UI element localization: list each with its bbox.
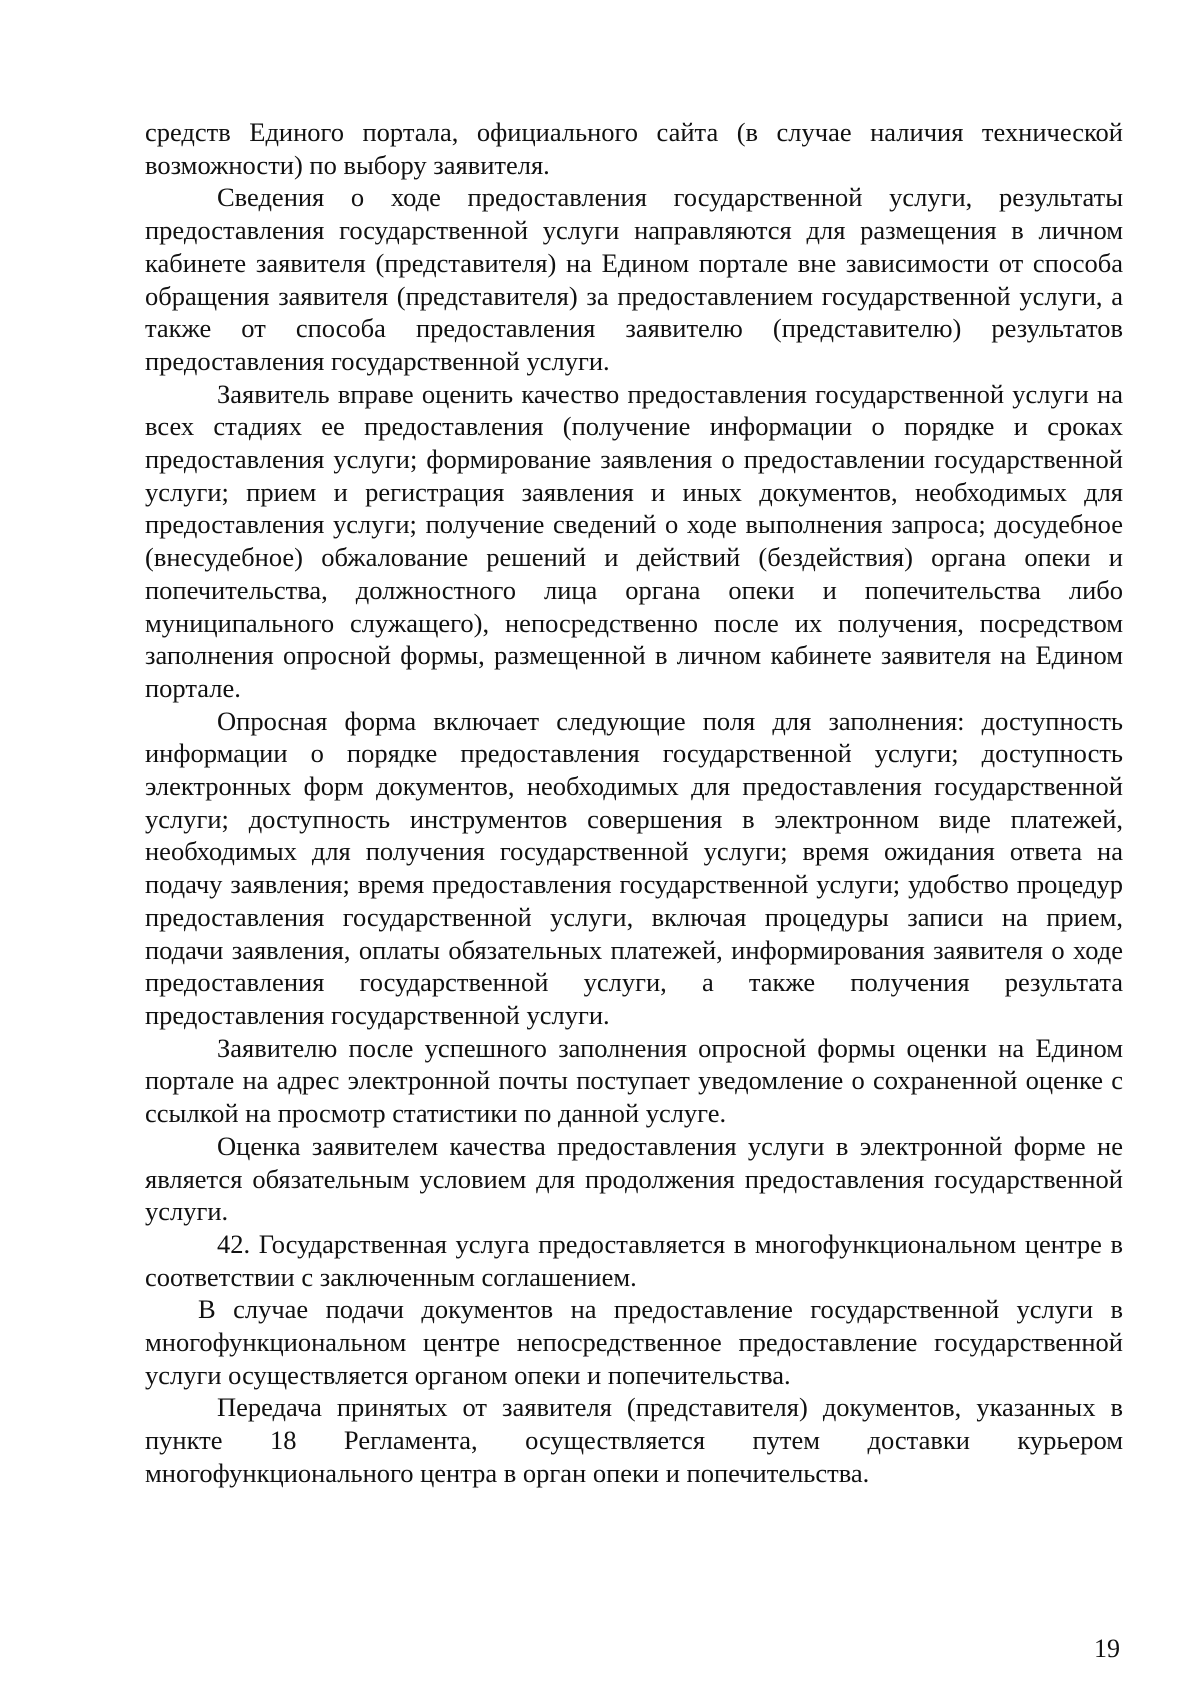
paragraph-optional-assessment: Оценка заявителем качества предоставления услуги в электронной форме не является обязательным условием для продолжения предоставления государственной услуги. (145, 1130, 1123, 1227)
paragraph-quality-assessment: Заявитель вправе оценить качество предоставления государственной услуги на всех стадиях ее предоставления (получение информации о порядке и сроках предоставления услуги; формирование заявления о предоставлении государственной услуги; прием и регистрация заявления и иных документов, необходимых для предоставления услуги; получение сведений о ходе выполнения запроса; досудебное (внесудебное) обжалование решений и действий (бездействия) органа опеки и попечительства, должностного лица органа опеки и попечительства либо муниципального служащего), непосредственно после их получения, посредством заполнения опросной формы, размещенной в личном кабинете заявителя на Едином портале. (145, 378, 1123, 703)
paragraph-mfc-submission: В случае подачи документов на предоставление государственной услуги в многофункциональном центре непосредственное предоставление государственной услуги осуществляется органом опеки и попечительства. (145, 1294, 1123, 1390)
paragraph-document-transfer: Передача принятых от заявителя (представителя) документов, указанных в пункте 18 Регламента, осуществляется путем доставки курьером многофункционального центра в орган опеки и попечительства. (145, 1392, 1123, 1488)
paragraph-item-42: 42. Государственная услуга предоставляется в многофункциональном центре в соответствии с заключенным соглашением. (145, 1228, 1123, 1292)
paragraph-survey-form: Опросная форма включает следующие поля для заполнения: доступность информации о порядке предоставления государственной услуги; доступность электронных форм документов, необходимых для предоставления государственной услуги; доступность инструментов совершения в электронном виде платежей, необходимых для получения государственной услуги; время ожидания ответа на подачу заявления; время предоставления государственной услуги; удобство процедур предоставления государственной услуги, включая процедуры записи на прием, подачи заявления, оплаты обязательных платежей, информирования заявителя о ходе предоставления государственной услуги, а также получения результата предоставления государственной услуги. (145, 705, 1123, 1030)
page-number: 19 (1094, 1634, 1120, 1663)
paragraph-continuation: средств Единого портала, официального сайта (в случае наличия технической возможности) по выбору заявителя. (145, 117, 1123, 180)
paragraph-notification: Заявителю после успешного заполнения опросной формы оценки на Едином портале на адрес электронной почты поступает уведомление о сохраненной оценке с ссылкой на просмотр статистики по данной услуге. (145, 1032, 1123, 1129)
document-body (145, 116, 1123, 1490)
paragraph-service-progress: Сведения о ходе предоставления государственной услуги, результаты предоставления государственной услуги направляются для размещения в личном кабинете заявителя (представителя) на Едином портале вне зависимости от способа обращения заявителя (представителя) за предоставлением государственной услуги, а также от способа предоставления заявителю (представителю) результатов предоставления государственной услуги. (145, 182, 1123, 376)
